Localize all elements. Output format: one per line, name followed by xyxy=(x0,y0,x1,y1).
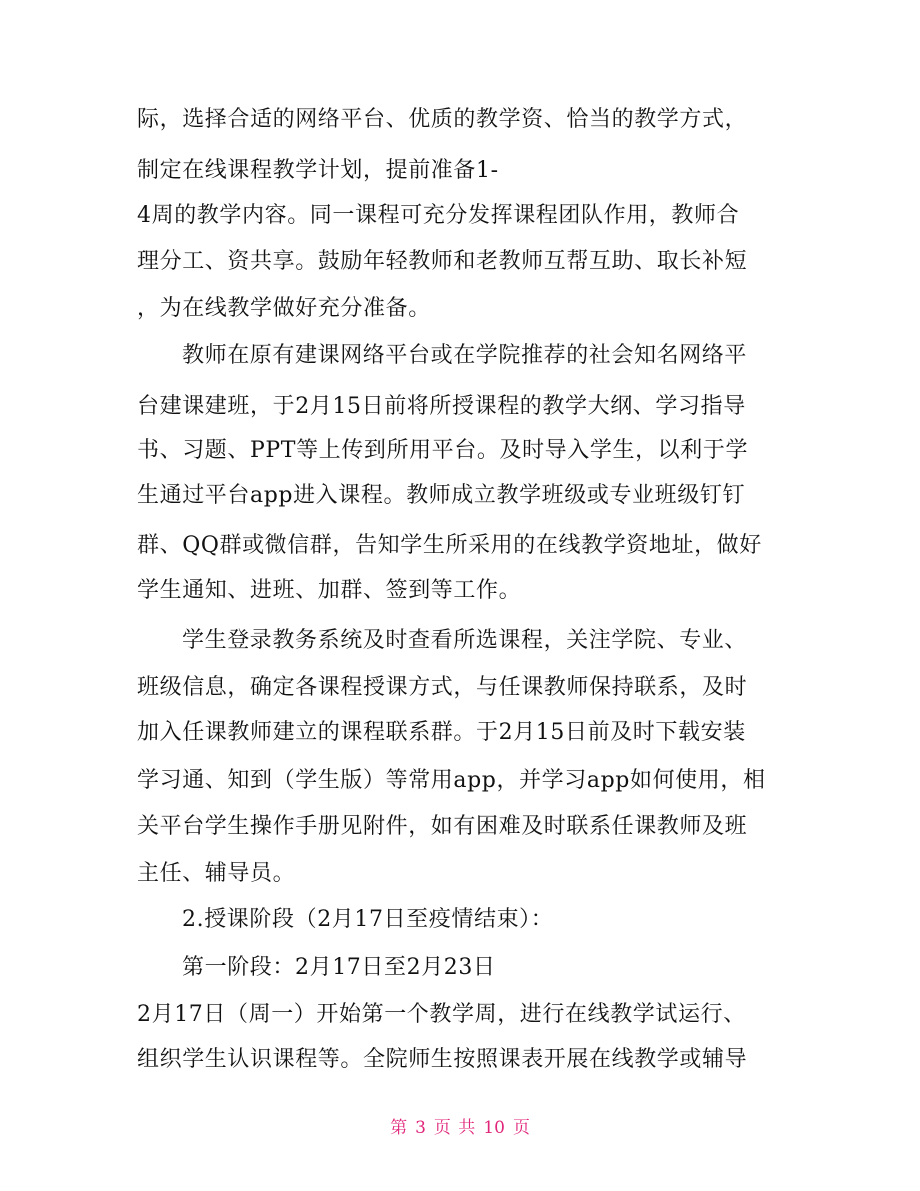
page-footer xyxy=(0,1113,920,1138)
body-line: ，为在线教学做好充分准备。 xyxy=(137,296,431,321)
body-line: 际，选择合适的网络平台、优质的教学资、恰当的教学方式， xyxy=(137,107,748,132)
body-line: 学生通知、进班、加群、签到等工作。 xyxy=(137,578,522,603)
body-line: 学习通、知到（学生版）等常用app，并学习app如何使用，相 xyxy=(137,768,766,793)
body-line: 理分工、资共享。鼓励年轻教师和老教师互帮互助、取长补短 xyxy=(137,249,748,274)
body-line: 制定在线课程教学计划，提前准备1- xyxy=(137,158,499,183)
stage-heading: 第一阶段：2月17日至2月23日 xyxy=(182,955,496,980)
paragraph-first-line: 教师在原有建课网络平台或在学院推荐的社会知名网络平 xyxy=(182,343,748,368)
body-line: 书、习题、PPT等上传到所用平台。及时导入学生，以利于学 xyxy=(137,438,749,463)
body-line: 4周的教学内容。同一课程可充分发挥课程团队作用，教师合 xyxy=(137,203,740,228)
body-line: 加入任课教师建立的课程联系群。于2月15日前及时下载安装 xyxy=(137,720,746,745)
body-line: 2月17日（周一）开始第一个教学周，进行在线教学试运行、 xyxy=(137,1002,746,1027)
paragraph-first-line: 学生登录教务系统及时查看所选课程，关注学院、专业、 xyxy=(182,628,748,653)
body-line: 生通过平台app进入课程。教师成立教学班级或专业班级钉钉 xyxy=(137,483,746,508)
body-line: 台建课建班，于2月15日前将所授课程的教学大纲、学习指导 xyxy=(137,394,746,419)
body-line: 班级信息，确定各课程授课方式，与任课教师保持联系，及时 xyxy=(137,675,748,700)
body-line: 关平台学生操作手册见附件，如有困难及时联系任课教师及班 xyxy=(137,814,748,839)
footer-page-number: 3 xyxy=(415,1118,426,1138)
footer-middle: 页 共 xyxy=(433,1118,476,1138)
footer-total-pages: 10 xyxy=(483,1118,505,1138)
body-line: 组织学生认识课程等。全院师生按照课表开展在线教学或辅导 xyxy=(137,1047,748,1072)
body-line: 群、QQ群或微信群，告知学生所采用的在线教学资地址，做好 xyxy=(137,533,762,558)
section-heading: 2.授课阶段（2月17日至疫情结束）： xyxy=(182,907,554,932)
footer-suffix: 页 xyxy=(512,1118,530,1138)
body-line: 主任、辅导员。 xyxy=(137,861,296,886)
footer-prefix: 第 xyxy=(390,1118,408,1138)
